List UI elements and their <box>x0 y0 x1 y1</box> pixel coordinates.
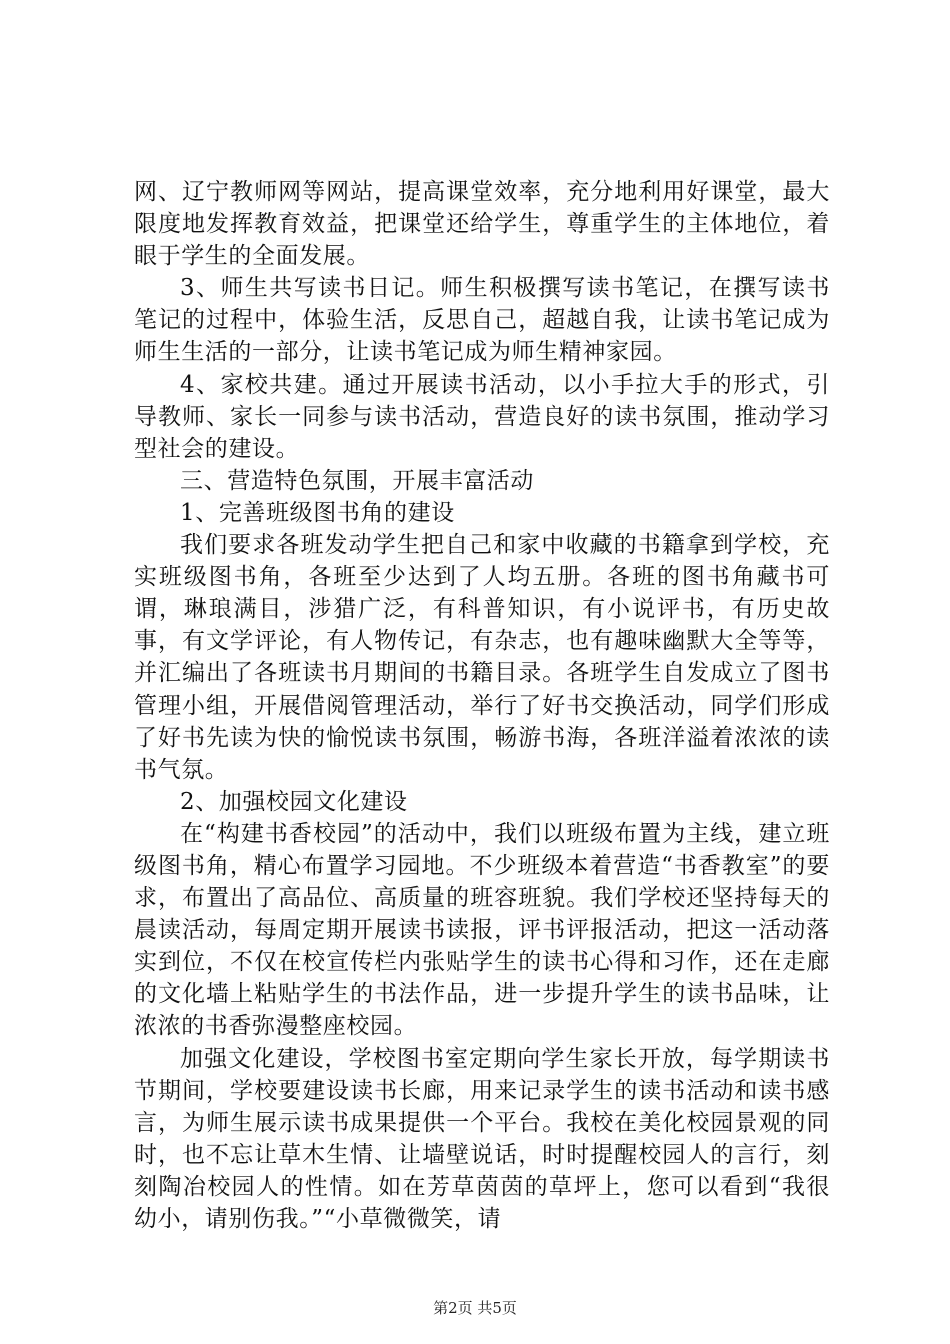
paragraph-book-corner: 我们要求各班发动学生把自己和家中收藏的书籍拿到学校，充实班级图书角，各班至少达到了人均五册。各班的图书角藏书可谓，琳琅满目，涉猎广泛，有科普知识，有小说评书，有历史故事，有文学评论，有人物传记，有杂志，也有趣味幽默大全等等，并汇编出了各班读书月期间的书籍目录。各班学生自发成立了图书管理小组，开展借阅管理活动，举行了好书交换活动，同学们形成了好书先读为快的愉悦读书氛围，畅游书海，各班洋溢着浓浓的读书气氛。 <box>134 532 830 783</box>
paragraph-culture-construction: 加强文化建设，学校图书室定期向学生家长开放，每学期读书节期间，学校要建设读书长廊，用来记录学生的读书活动和读书感言，为师生展示读书成果提供一个平台。我校在美化校园景观的同时，也不忘让草木生情、让墙壁说话，时时提醒校园人的言行，刻刻陶冶校园人的性情。如在芳草茵茵的草坪上，您可以看到“我很幼小，请别伤我。”“小草微微笑，请 <box>134 1045 830 1232</box>
subheading-campus-culture: 2、加强校园文化建设 <box>180 788 408 815</box>
paragraph-campus-culture: 在“构建书香校园”的活动中，我们以班级布置为主线，建立班级图书角，精心布置学习园地。不少班级本着营造“书香教室”的要求，布置出了高品位、高质量的班容班貌。我们学校还坚持每天的晨读活动，每周定期开展读书读报，评书评报活动，把这一活动落实到位，不仅在校宣传栏内张贴学生的读书心得和习作，还在走廊的文化墙上粘贴学生的书法作品，进一步提升学生的读书品味，让浓浓的书香弥漫整座校园。 <box>134 820 830 1040</box>
paragraph-reading-diary: 3、师生共写读书日记。师生积极撰写读书笔记，在撰写读书笔记的过程中，体验生活，反思自己，超越自我，让读书笔记成为师生生活的一部分，让读书笔记成为师生精神家园。 <box>134 275 830 366</box>
page-number-footer: 第2页 共5页 <box>433 1299 517 1317</box>
subheading-book-corner: 1、完善班级图书角的建设 <box>180 499 455 526</box>
paragraph-continuation: 网、辽宁教师网等网站，提高课堂效率，充分地利用好课堂，最大限度地发挥教育效益，把课堂还给学生，尊重学生的主体地位，着眼于学生的全面发展。 <box>134 179 830 270</box>
section-heading-atmosphere: 三、营造特色氛围，开展丰富活动 <box>180 467 534 494</box>
paragraph-home-school: 4、家校共建。通过开展读书活动，以小手拉大手的形式，引导教师、家长一同参与读书活动，营造良好的读书氛围，推动学习型社会的建设。 <box>134 371 830 462</box>
document-body <box>134 176 830 1235</box>
